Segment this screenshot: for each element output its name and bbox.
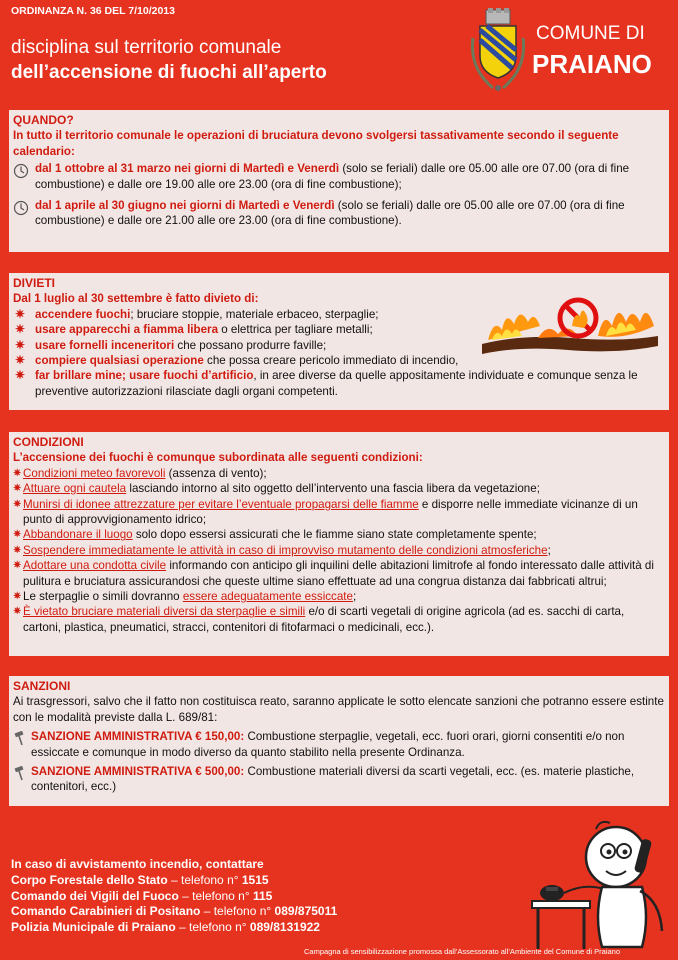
list-item <box>13 368 665 399</box>
list-item <box>13 543 665 558</box>
item-underlined: Condizioni meteo favorevoli <box>23 466 166 480</box>
item-text: e disporre nelle immediate vicinanze di un punto di approvvigionamento idrico; <box>23 497 638 527</box>
item-text: solo dopo essersi assicurati che le fiamme siano state completamente spente; <box>132 528 537 542</box>
fine-amount: SANZIONE AMMINISTRATIVA € 150,00: <box>31 730 245 744</box>
item-underlined: Sospendere immediatamente le attività in caso di improvviso mutamento delle condizioni atmosferiche <box>23 543 548 557</box>
star-bullet-icon: ✷ <box>15 337 26 352</box>
section-intro: Ai trasgressori, salvo che il fatto non costituisca reato, saranno applicate le sotto elencate sanzioni che potranno essere estinte con le modalità previste dalla L. 689/81: <box>13 695 664 724</box>
item-text: e/o di scarti vegetali di origine agricola (ad es. sacchi di carta, cartoni, plastica, pneumatici, stracci, contenitori di fitofarmaci o medicinali, ecc.). <box>23 605 625 634</box>
section-heading: CONDIZIONI <box>13 435 84 449</box>
item-text: Le sterpaglie o simili dovranno <box>23 590 183 604</box>
contact-line <box>11 873 337 889</box>
fine-amount: SANZIONE AMMINISTRATIVA € 500,00: <box>31 765 245 779</box>
item-underlined: Attuare ogni cautela <box>23 482 127 496</box>
list-item <box>13 198 665 229</box>
item-underlined: È vietato bruciare materiali diversi da sterpaglie e simili <box>23 605 306 619</box>
contact-number: 1515 <box>241 872 269 887</box>
contacts-intro: In caso di avvistamento incendio, contattare <box>11 857 264 871</box>
list-item <box>13 604 665 635</box>
item-text: , in aree diverse da quelle appositamente individuate e comunque senza le preventive autorizzazioni rilasciate dagli organi competenti. <box>35 369 638 398</box>
star-bullet-icon: ✷ <box>13 606 22 618</box>
item-underlined: Abbandonare il luogo <box>23 528 133 542</box>
star-bullet-icon: ✷ <box>13 467 22 479</box>
item-bold: far brillare mine; usare fuochi d’artificio <box>35 369 254 383</box>
star-bullet-icon: ✷ <box>13 591 22 603</box>
section-intro: L’accensione dei fuochi è comunque subordinata alle seguenti condizioni: <box>13 451 423 465</box>
calendar-detail: (solo se feriali) dalle ore 05.00 alle ore 07.00 (ora di fine combustione) e dalle ore 19.00 alle ore 23.00 (ora di fine combustione); <box>35 162 630 191</box>
item-underlined: essere adeguatamente essiccate <box>182 590 353 604</box>
section-condizioni <box>9 432 669 656</box>
item-text: ; <box>352 590 357 604</box>
contact-sep: – telefono n° <box>178 888 253 903</box>
contact-line <box>11 920 337 936</box>
contact-number: 089/8131922 <box>249 920 320 935</box>
list-item <box>13 466 665 481</box>
ordinanza-number: ORDINANZA N. 36 DEL 7/10/2013 <box>11 5 175 17</box>
list-item <box>13 161 665 192</box>
calendar-detail: (solo se feriali) dalle ore 05.00 alle ore 07.00 (ora di fine combustione) e dalle ore 21.00 alle ore 23.00 (ora di fine combustione). <box>35 199 625 228</box>
item-text: informando con anticipo gli inquilini delle abitazioni limitrofe al fondo interessato dalle attività di pulitura e bruciatura assicurandosi che queste ultime siano effettuate ad una congrua distanza dai fabbricati altrui; <box>23 559 654 588</box>
list-item <box>13 497 665 528</box>
item-bold: usare apparecchi a fiamma libera <box>35 323 219 337</box>
item-underlined: Adottare una condotta civile <box>23 559 167 573</box>
list-item <box>13 527 665 542</box>
calendar-period: dal 1 ottobre al 31 marzo nei giorni di Martedì e Venerdì <box>35 162 340 176</box>
list-item <box>13 729 665 760</box>
star-bullet-icon: ✷ <box>15 368 26 383</box>
section-heading: QUANDO? <box>13 113 74 127</box>
contact-name: Comando dei Vigili del Fuoco <box>11 888 179 903</box>
fine-detail: Combustione sterpaglie, vegetali, ecc. fuori orari, giorni consentiti e/o non essiccate e comunque in modo diverso da quanto stabilito nella presente Ordinanza. <box>31 730 625 759</box>
comune-label: COMUNE DI <box>536 23 645 44</box>
list-item <box>13 764 665 795</box>
star-bullet-icon: ✷ <box>13 529 22 541</box>
clock-icon <box>13 161 35 179</box>
gavel-icon <box>13 729 31 747</box>
item-text: che possa creare pericolo immediato di incendio, <box>203 354 459 368</box>
calendar-period: dal 1 aprile al 30 giugno nei giorni di Martedì e Venerdì <box>35 199 335 213</box>
gavel-icon <box>13 764 31 782</box>
title-line-2: dell’accensione di fuochi all’aperto <box>11 62 327 83</box>
star-bullet-icon: ✷ <box>15 306 26 321</box>
section-quando <box>9 110 669 252</box>
star-bullet-icon: ✷ <box>13 498 22 510</box>
item-text: o elettrica per tagliare metalli; <box>218 323 373 337</box>
contact-name: Corpo Forestale dello Stato <box>11 872 168 887</box>
fire-prohibited-icon <box>478 292 662 354</box>
contact-sep: – telefono n° <box>175 920 250 935</box>
item-underlined: Munirsi di idonee attrezzature per evitare l’eventuale propagarsi delle fiamme <box>23 497 419 511</box>
item-text: lasciando intorno al sito oggetto dell’intervento una fascia libera da vegetazione; <box>126 482 540 496</box>
contact-name: Polizia Municipale di Praiano <box>11 920 176 935</box>
item-bold: usare fornelli inceneritori <box>35 338 175 352</box>
contact-number: 115 <box>252 888 273 903</box>
item-bold: accendere fuochi <box>35 307 131 321</box>
contact-number: 089/875011 <box>274 904 338 919</box>
phone-cartoon-icon <box>528 817 668 952</box>
comune-name: PRAIANO <box>532 49 652 79</box>
list-item <box>13 353 665 368</box>
list-item <box>13 558 665 589</box>
star-bullet-icon: ✷ <box>15 322 26 337</box>
title-line-1: disciplina sul territorio comunale <box>11 37 282 58</box>
crest-icon <box>467 8 529 96</box>
emergency-contacts <box>11 857 337 936</box>
list-item <box>13 481 665 496</box>
clock-icon <box>13 198 35 216</box>
item-text: che possano produrre faville; <box>174 338 327 352</box>
section-intro: In tutto il territorio comunale le operazioni di bruciatura devono svolgersi tassativamente secondo il seguente calendario: <box>13 129 619 158</box>
list-item <box>13 589 665 604</box>
item-bold: compiere qualsiasi operazione <box>35 354 204 368</box>
contact-line <box>11 904 337 920</box>
contact-sep: – telefono n° <box>200 904 275 919</box>
item-text: ; <box>547 543 551 557</box>
star-bullet-icon: ✷ <box>13 544 22 556</box>
section-intro: Dal 1 luglio al 30 settembre è fatto divieto di: <box>13 292 259 306</box>
section-heading: SANZIONI <box>13 679 71 693</box>
fine-detail: Combustione materiali diversi da scarti vegetali, ecc. (es. materie plastiche, contenitori, ecc.) <box>31 765 635 794</box>
item-text: ; bruciare stoppie, materiale erbaceo, sterpaglie; <box>130 307 379 321</box>
item-text: (assenza di vento); <box>165 466 267 480</box>
section-sanzioni <box>9 676 669 806</box>
contact-sep: – telefono n° <box>167 872 242 887</box>
campaign-note: Campagna di sensibilizzazione promossa dall’Assessorato all’Ambiente del Comune di Praiano <box>304 947 620 956</box>
contact-name: Comando Carabinieri di Positano <box>11 904 201 919</box>
contact-line <box>11 889 337 905</box>
star-bullet-icon: ✷ <box>13 483 22 495</box>
section-heading: DIVIETI <box>13 276 56 290</box>
star-bullet-icon: ✷ <box>15 353 26 368</box>
star-bullet-icon: ✷ <box>13 560 22 572</box>
